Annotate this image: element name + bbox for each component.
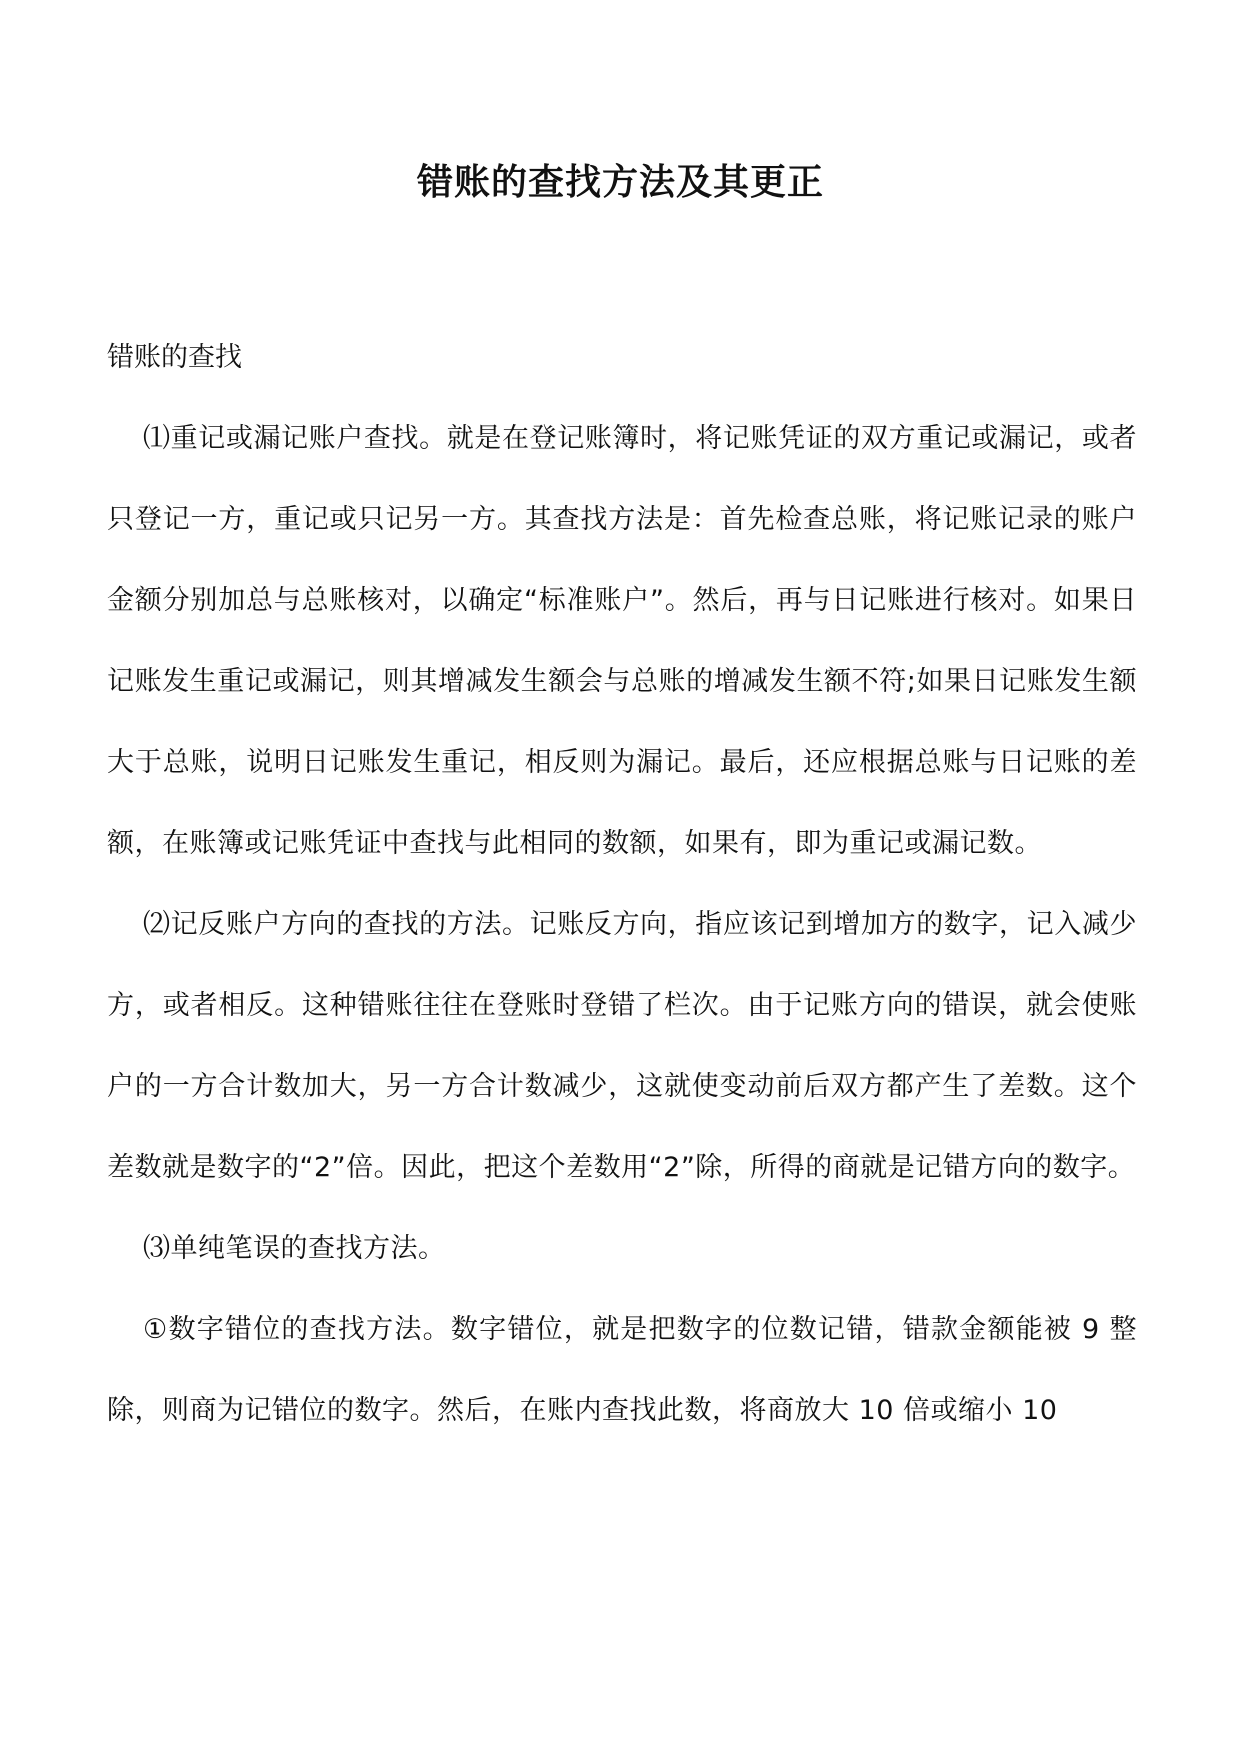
paragraph-4: ①数字错位的查找方法。数字错位，就是把数字的位数记错，错款金额能被 9 整除，则商为记错位的数字。然后，在账内查找此数，将商放大 10 倍或缩小 10 (107, 1314, 1137, 1426)
document-title: 错账的查找方法及其更正 (416, 162, 824, 203)
paragraph-1: ⑴重记或漏记账户查找。就是在登记账簿时，将记账凭证的双方重记或漏记，或者只登记一方，重记或只记另一方。其查找方法是：首先检查总账，将记账记录的账户金额分别加总与总账核对，以确定“标准账户”。然后，再与日记账进行核对。如果日记账发生重记或漏记，则其增减发生额会与总账的增减发生额不符;如果日记账发生额大于总账，说明日记账发生重记，相反则为漏记。最后，还应根据总账与日记账的差额，在账簿或记账凭证中查找与此相同的数额，如果有，即为重记或漏记数。 (107, 423, 1137, 859)
section-heading: 错账的查找 (107, 342, 242, 373)
paragraph-3: ⑶单纯笔误的查找方法。 (143, 1233, 446, 1264)
paragraph-2: ⑵记反账户方向的查找的方法。记账反方向，指应该记到增加方的数字，记入减少方，或者相反。这种错账往往在登账时登错了栏次。由于记账方向的错误，就会使账户的一方合计数加大，另一方合计数减少，这就使变动前后双方都产生了差数。这个差数就是数字的“2”倍。因此，把这个差数用“2”除，所得的商就是记错方向的数字。 (107, 909, 1137, 1183)
document-body (107, 338, 1137, 1451)
